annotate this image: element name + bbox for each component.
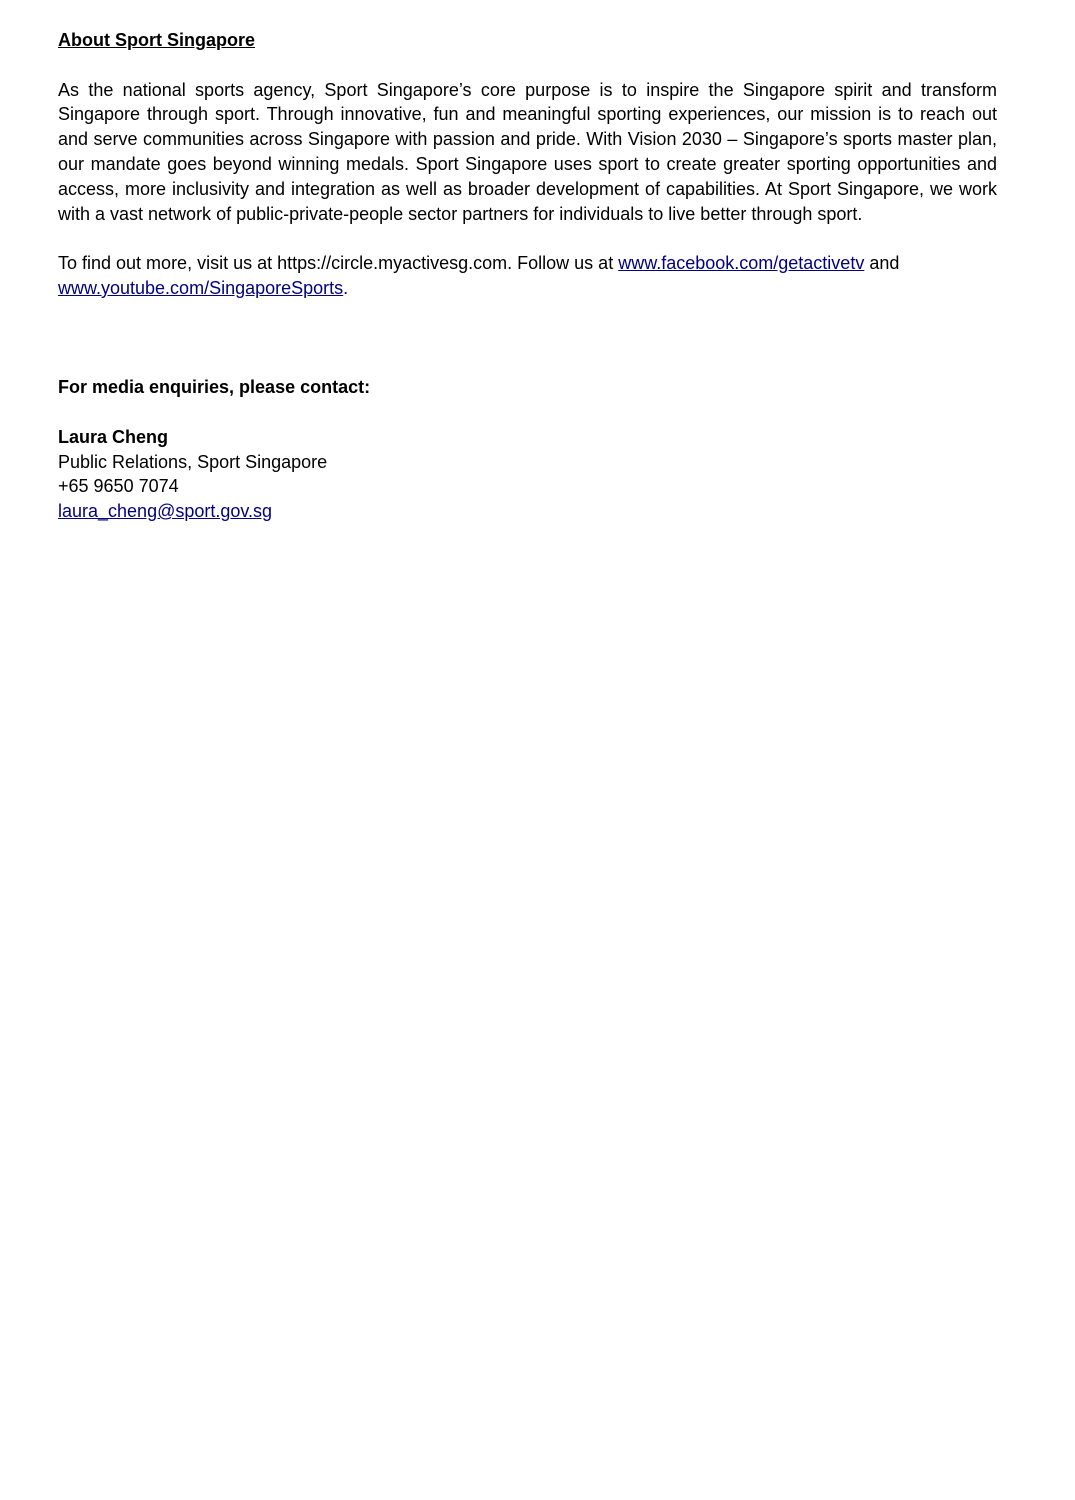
- contact-name: Laura Cheng: [58, 426, 169, 447]
- more-info-prefix: To find out more, visit us at https://circle.myactivesg.com. Follow us at: [58, 253, 619, 274]
- spacer: [58, 301, 997, 375]
- document-page: [58, 28, 997, 524]
- about-heading: About Sport Singapore: [58, 30, 255, 50]
- contact-phone: +65 9650 7074: [58, 476, 179, 497]
- facebook-link[interactable]: www.facebook.com/getactivetv: [618, 253, 865, 274]
- contact-role: Public Relations, Sport Singapore: [58, 451, 328, 472]
- contact-block: [58, 425, 997, 524]
- more-info-paragraph: [58, 251, 997, 301]
- youtube-link[interactable]: www.youtube.com/SingaporeSports: [58, 277, 344, 298]
- more-info-conjunction: and: [864, 253, 900, 274]
- spacer: [58, 400, 997, 425]
- more-info-suffix: .: [343, 277, 349, 298]
- spacer: [58, 226, 997, 251]
- contact-email-link[interactable]: laura_cheng@sport.gov.sg: [58, 501, 273, 522]
- about-paragraph: As the national sports agency, Sport Singapore’s core purpose is to inspire the Singapore spirit and transform Singapore through sport. Through innovative, fun and meaningful sporting experiences, our mission is to reach out and serve communities across Singapore with passion and pride. With Vision 2030 – Singapore’s sports master plan, our mandate goes beyond winning medals. Sport Singapore uses sport to create greater sporting opportunities and access, more inclusivity and integration as well as broader development of capabilities. At Sport Singapore, we work with a vast network of public-private-people sector partners for individuals to live better through sport.: [58, 79, 997, 224]
- spacer: [58, 53, 997, 78]
- media-enquiries-heading: For media enquiries, please contact:: [58, 377, 371, 398]
